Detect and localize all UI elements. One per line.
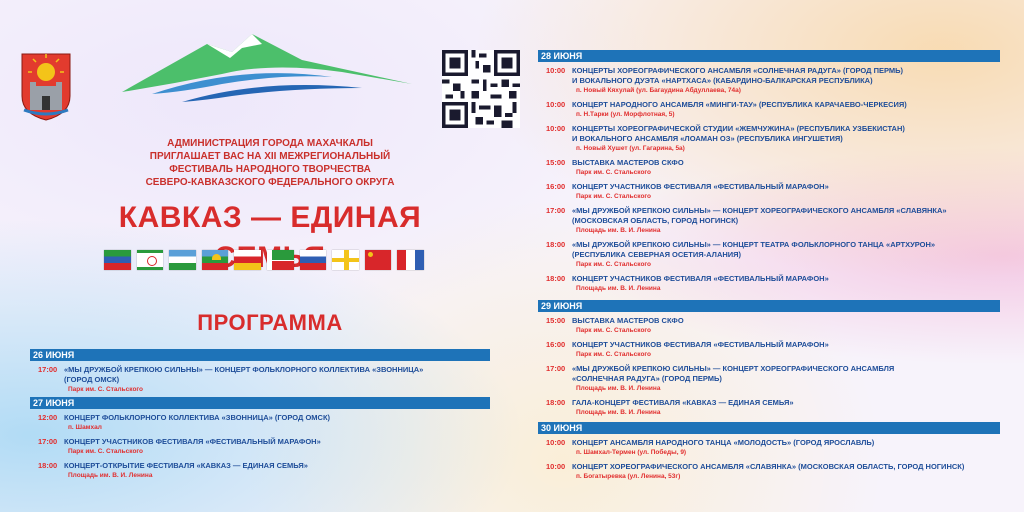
flag-makhachkala-icon — [397, 250, 424, 270]
event-place: Площадь им. В. И. Ленина — [68, 472, 153, 479]
event-place: Площадь им. В. И. Ленина — [576, 409, 661, 416]
event-place: Парк им. С. Стальского — [576, 193, 652, 200]
event-title-cont: «СОЛНЕЧНАЯ РАДУГА» (ГОРОД ПЕРМЬ) — [572, 374, 722, 383]
admin-line-1: АДМИНИСТРАЦИЯ ГОРОДА МАХАЧКАЛЫ — [167, 138, 373, 149]
flag-chechnya-icon — [267, 250, 294, 270]
event-time: 17:00 — [546, 206, 566, 215]
event-place: Площадь им. В. И. Ленина — [576, 227, 661, 234]
event-time: 15:00 — [546, 158, 566, 167]
admin-line-2: ПРИГЛАШАЕТ ВАС НА XII МЕЖРЕГИОНАЛЬНЫЙ — [149, 151, 391, 162]
event-title-cont: (РЕСПУБЛИКА СЕВЕРНАЯ ОСЕТИЯ-АЛАНИЯ) — [572, 250, 742, 259]
event-time: 17:00 — [546, 364, 566, 373]
flag-kabardino-balkaria-icon — [169, 250, 196, 270]
event-title: КОНЦЕРТ ХОРЕОГРАФИЧЕСКОГО АНСАМБЛЯ «СЛАВЯНКА» (МОСКОВСКАЯ ОБЛАСТЬ, ГОРОД НОГИНСК) — [572, 462, 965, 471]
event-title: КОНЦЕРТ УЧАСТНИКОВ ФЕСТИВАЛЯ «ФЕСТИВАЛЬНЫЙ МАРАФОН» — [572, 274, 829, 283]
event-time: 10:00 — [546, 124, 566, 133]
day-header: 30 ИЮНЯ — [538, 422, 1000, 434]
event-title: КОНЦЕРТ-ОТКРЫТИЕ ФЕСТИВАЛЯ «КАВКАЗ — ЕДИНАЯ СЕМЬЯ» — [64, 461, 308, 470]
event-place: п. Н.Тарки (ул. Морфлотная, 5) — [576, 111, 675, 118]
day-header: 28 ИЮНЯ — [538, 50, 1000, 62]
event-place: Парк им. С. Стальского — [576, 327, 652, 334]
event-time: 18:00 — [546, 240, 566, 249]
event-place: п. Богатыревка (ул. Ленина, 53г) — [576, 473, 681, 480]
event-time: 10:00 — [546, 462, 566, 471]
city-emblem-icon — [20, 52, 72, 122]
flag-ingushetia-icon — [137, 250, 164, 270]
day-header: 26 ИЮНЯ — [30, 349, 490, 361]
mountain-logo-icon — [112, 22, 424, 104]
event-place: п. Новый Кяхулай (ул. Багаудина Абдуллаева, 74а) — [576, 87, 741, 94]
event-time: 17:00 — [38, 365, 58, 374]
event-time: 16:00 — [546, 182, 566, 191]
event-title: КОНЦЕРТ АНСАМБЛЯ НАРОДНОГО ТАНЦА «МОЛОДОСТЬ» (ГОРОД ЯРОСЛАВЛЬ) — [572, 438, 875, 447]
event-time: 18:00 — [546, 398, 566, 407]
event-time: 18:00 — [546, 274, 566, 283]
event-title-cont: И ВОКАЛЬНОГО АНСАМБЛЯ «ЛОАМАН ОЗ» (РЕСПУБЛИКА ИНГУШЕТИЯ) — [572, 134, 843, 143]
regional-flags — [104, 250, 424, 272]
flag-karachay-cherkessia-icon — [202, 250, 229, 270]
event-title-cont: (ГОРОД ОМСК) — [64, 375, 120, 384]
event-place: Парк им. С. Стальского — [68, 386, 144, 393]
event-title: «МЫ ДРУЖБОЙ КРЕПКОЮ СИЛЬНЫ» — КОНЦЕРТ ХОРЕОГРАФИЧЕСКОГО АНСАМБЛЯ «СЛАВЯНКА» — [572, 206, 947, 215]
admin-line-4: СЕВЕРО-КАВКАЗСКОГО ФЕДЕРАЛЬНОГО ОКРУГА — [145, 177, 395, 188]
event-title: КОНЦЕРТЫ ХОРЕОГРАФИЧЕСКОГО АНСАМБЛЯ «СОЛНЕЧНАЯ РАДУГА» (ГОРОД ПЕРМЬ) — [572, 66, 904, 75]
event-time: 17:00 — [38, 437, 58, 446]
event-title: «МЫ ДРУЖБОЙ КРЕПКОЮ СИЛЬНЫ» — КОНЦЕРТ ХОРЕОГРАФИЧЕСКОГО АНСАМБЛЯ — [572, 364, 895, 373]
event-time: 18:00 — [38, 461, 58, 470]
flag-red-icon — [365, 250, 392, 270]
qr-code-icon[interactable] — [442, 50, 520, 128]
event-title: ВЫСТАВКА МАСТЕРОВ СКФО — [572, 316, 684, 325]
event-time: 16:00 — [546, 340, 566, 349]
flag-north-ossetia-icon — [234, 250, 261, 270]
flag-stavropol-icon — [332, 250, 359, 270]
event-place: п. Шамхал-Термен (ул. Победы, 9) — [576, 449, 687, 456]
event-place: Парк им. С. Стальского — [576, 169, 652, 176]
event-title: КОНЦЕРТ ФОЛЬКЛОРНОГО КОЛЛЕКТИВА «ЗВОННИЦА» (ГОРОД ОМСК) — [64, 413, 331, 422]
event-title: «МЫ ДРУЖБОЙ КРЕПКОЮ СИЛЬНЫ» — КОНЦЕРТ ТЕАТРА ФОЛЬКЛОРНОГО ТАНЦА «АРТХУРОН» — [572, 240, 936, 249]
event-place: Площадь им. В. И. Ленина — [576, 285, 661, 292]
event-title: ВЫСТАВКА МАСТЕРОВ СКФО — [572, 158, 684, 167]
flag-dagestan-icon — [104, 250, 131, 270]
day-header: 29 ИЮНЯ — [538, 300, 1000, 312]
event-title: ГАЛА-КОНЦЕРТ ФЕСТИВАЛЯ «КАВКАЗ — ЕДИНАЯ СЕМЬЯ» — [572, 398, 794, 407]
event-title: «МЫ ДРУЖБОЙ КРЕПКОЮ СИЛЬНЫ» — КОНЦЕРТ ФОЛЬКЛОРНОГО КОЛЛЕКТИВА «ЗВОННИЦА» — [64, 365, 424, 374]
flag-russia-icon — [300, 250, 327, 270]
event-place: п. Новый Хушет (ул. Гагарина, 5а) — [576, 145, 685, 152]
event-time: 12:00 — [38, 413, 58, 422]
day-header: 27 ИЮНЯ — [30, 397, 490, 409]
event-place: Парк им. С. Стальского — [576, 351, 652, 358]
festival-title: КАВКАЗ — ЕДИНАЯ — [118, 201, 422, 234]
event-title: КОНЦЕРТ НАРОДНОГО АНСАМБЛЯ «МИНГИ-ТАУ» (РЕСПУБЛИКА КАРАЧАЕВО-ЧЕРКЕСИЯ) — [572, 100, 907, 109]
admin-line-3: ФЕСТИВАЛЬ НАРОДНОГО ТВОРЧЕСТВА — [169, 164, 371, 175]
event-title-cont: И ВОКАЛЬНОГО ДУЭТА «НАРТХАСА» (КАБАРДИНО-БАЛКАРСКАЯ РЕСПУБЛИКА) — [572, 76, 873, 85]
event-time: 10:00 — [546, 438, 566, 447]
event-place: Площадь им. В. И. Ленина — [576, 385, 661, 392]
event-place: п. Шамхал — [68, 424, 102, 431]
event-time: 10:00 — [546, 66, 566, 75]
event-title: КОНЦЕРТЫ ХОРЕОГРАФИЧЕСКОЙ СТУДИИ «ЖЕМЧУЖИНА» (РЕСПУБЛИКА УЗБЕКИСТАН) — [572, 124, 905, 133]
event-title-cont: (МОСКОВСКАЯ ОБЛАСТЬ, ГОРОД НОГИНСК) — [572, 216, 739, 225]
event-time: 15:00 — [546, 316, 566, 325]
event-title: КОНЦЕРТ УЧАСТНИКОВ ФЕСТИВАЛЯ «ФЕСТИВАЛЬНЫЙ МАРАФОН» — [572, 182, 829, 191]
event-place: Парк им. С. Стальского — [68, 448, 144, 455]
event-title: КОНЦЕРТ УЧАСТНИКОВ ФЕСТИВАЛЯ «ФЕСТИВАЛЬНЫЙ МАРАФОН» — [572, 340, 829, 349]
event-title: КОНЦЕРТ УЧАСТНИКОВ ФЕСТИВАЛЯ «ФЕСТИВАЛЬНЫЙ МАРАФОН» — [64, 437, 321, 446]
event-time: 10:00 — [546, 100, 566, 109]
event-place: Парк им. С. Стальского — [576, 261, 652, 268]
program-title: ПРОГРАММА — [197, 310, 343, 335]
